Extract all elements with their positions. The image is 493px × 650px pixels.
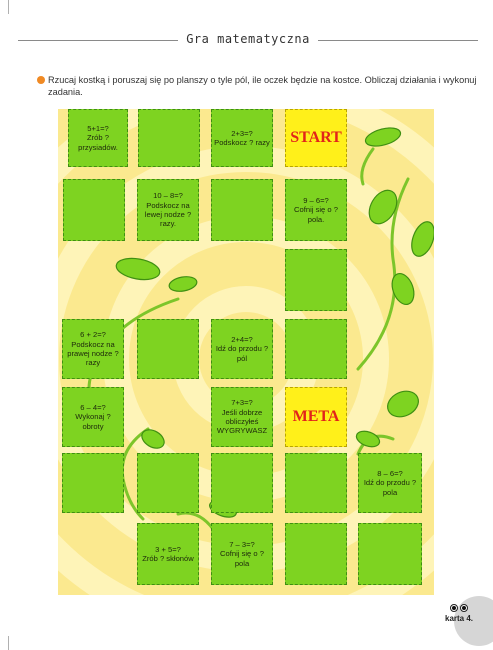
tile-text: 5+1=? Zrób ? przysiadów. [78,123,118,152]
board-tile [62,453,124,513]
card-label: karta 4. [445,614,474,623]
tile-text: 8 – 6=? Idź do przodu ? pola [363,468,417,497]
board-tile [63,179,125,241]
tile-text: 9 – 6=? Cofnij się o ? pola. [294,195,338,224]
tile-text [92,208,96,212]
tile-text: 2+4=? Idź do przodu ? pól [215,334,269,363]
meta-label: META [292,408,340,426]
game-board [58,109,434,595]
board-tile [137,179,199,241]
board-tile [137,319,199,379]
board-tile [358,523,422,585]
board-tile [285,523,347,585]
board-tile [211,453,273,513]
bullet-icon [37,76,45,84]
mascot-eye-icon [450,604,458,612]
crop-mark-bottom [8,636,9,650]
header [18,28,478,52]
board-tile [138,109,200,167]
start-tile [285,109,347,167]
tile-text [91,481,95,485]
board-tile [211,109,273,167]
card-badge [442,596,493,650]
board-tile [211,319,273,379]
tile-text [240,208,244,212]
page-title: Gra matematyczna [178,32,318,46]
board-tile [211,387,273,447]
board-tile [285,319,347,379]
tile-text: 3 + 5=? Zrób ? skłonów [142,544,194,563]
crop-mark-top [8,0,9,14]
tile-text: 6 + 2=? Podskocz na prawej nodze ? razy [67,330,119,368]
meta-tile [285,387,347,447]
tile-text [166,481,170,485]
board-tile [62,319,124,379]
tile-text [314,552,318,556]
board-tile [68,109,128,167]
tile-text [166,347,170,351]
board-tile [211,523,273,585]
tile-text [314,347,318,351]
tile-text: 6 – 4=? Wykonaj ? obroty [75,402,111,431]
board-tile [358,453,422,513]
board-tile [285,249,347,311]
board-tile [137,523,199,585]
tile-text: 2+3=? Podskocz ? razy [214,128,270,147]
tile-text [388,552,392,556]
start-label: START [290,129,342,147]
mascot-eye-icon [460,604,468,612]
board-tile [285,179,347,241]
instruction-text: Rzucaj kostką i poruszaj się po planszy o tyle pól, ile oczek będzie na kostce. Obliczaj działania i wykonuj zadania. [48,75,477,97]
board-tile [211,179,273,241]
tile-text: 7+3=? Jeśli dobrze obliczyłeś WYGRYWASZ [216,398,268,436]
tile-text: 7 – 3=? Cofnij się o ? pola [220,539,264,568]
board-tile [285,453,347,513]
tile-text [167,136,171,140]
tile-text [314,481,318,485]
tile-text [314,278,318,282]
tile-text [240,481,244,485]
board-tile [62,387,124,447]
board-tile [137,453,199,513]
tile-text: 10 – 8=? Podskocz na lewej nodze ? razy. [144,191,192,229]
